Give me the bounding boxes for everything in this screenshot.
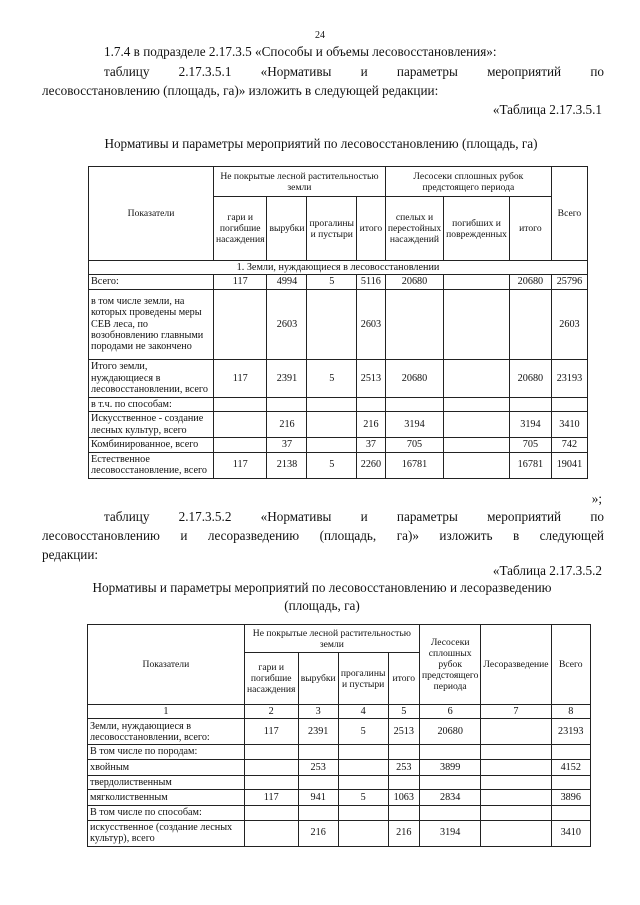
table-row — [88, 719, 591, 745]
table-row — [89, 438, 588, 452]
row-label: Комбинированное, всего — [89, 438, 214, 452]
row-label: твердолиственным — [88, 775, 245, 789]
cell: 3410 — [551, 820, 591, 846]
table-row — [89, 452, 588, 478]
cell: 4994 — [267, 275, 307, 289]
cell: 941 — [298, 790, 338, 806]
colnum: 6 — [419, 705, 480, 719]
cell — [444, 275, 510, 289]
cell: 117 — [214, 359, 267, 397]
cell: 20680 — [509, 359, 551, 397]
cell — [481, 806, 551, 820]
colnum: 1 — [88, 705, 245, 719]
row-label: в том числе земли, на которых проведены меры СЕВ леса, по возобновлению главными породами не закончено — [89, 289, 214, 359]
intro2-line-1: таблицу 2.17.3.5.2 «Нормативы и параметры мероприятий по — [104, 509, 604, 524]
row-label: мягколиственным — [88, 790, 245, 806]
cell: 253 — [298, 759, 338, 775]
table-row — [88, 745, 591, 759]
cell: 20680 — [385, 275, 443, 289]
intro-line-1: 1.7.4 в подразделе 2.17.3.5 «Способы и объемы лесовосстановления»: — [104, 44, 497, 59]
colnum: 4 — [338, 705, 388, 719]
table-row — [89, 289, 588, 359]
cell: 216 — [388, 820, 419, 846]
t1-h-indicators: Показатели — [89, 167, 214, 261]
intro-line-3: лесовосстановлению (площадь, га)» изложить в следующей редакции: — [42, 83, 439, 98]
table1-title: Нормативы и параметры мероприятий по лесовосстановлению (площадь, га) — [104, 136, 538, 151]
table-row — [88, 790, 591, 806]
cell: 216 — [357, 412, 386, 438]
colnum: 7 — [481, 705, 551, 719]
cell: 705 — [385, 438, 443, 452]
t1-h-cut: вырубки — [267, 197, 307, 261]
cell: 37 — [357, 438, 386, 452]
t2-h-cut: вырубки — [298, 653, 338, 705]
cell — [419, 775, 480, 789]
cell — [244, 806, 298, 820]
cell: 2391 — [267, 359, 307, 397]
cell — [298, 775, 338, 789]
cell — [481, 745, 551, 759]
table1-ref: «Таблица 2.17.3.5.1 — [492, 102, 602, 117]
cell — [444, 289, 510, 359]
cell: 3899 — [419, 759, 480, 775]
cell — [385, 397, 443, 411]
cell — [214, 438, 267, 452]
colnum: 2 — [244, 705, 298, 719]
table-row — [89, 275, 588, 289]
cell: 3410 — [551, 412, 587, 438]
table-row — [89, 359, 588, 397]
cell — [551, 775, 591, 789]
cell — [307, 397, 357, 411]
cell: 742 — [551, 438, 587, 452]
t1-h-glades: прогалины и пустыри — [307, 197, 357, 261]
cell: 5 — [338, 719, 388, 745]
t1-h-burnt: гари и погибшие насаждения — [214, 197, 267, 261]
cell — [444, 397, 510, 411]
table2 — [87, 624, 591, 847]
cell: 5 — [307, 452, 357, 478]
cell: 3194 — [509, 412, 551, 438]
row-label: В том числе по породам: — [88, 745, 245, 759]
row-label: хвойным — [88, 759, 245, 775]
cell — [214, 397, 267, 411]
colnum: 5 — [388, 705, 419, 719]
cell: 2603 — [551, 289, 587, 359]
intro2-line-3: редакции: — [42, 547, 99, 562]
row-label: Земли, нуждающиеся в лесовосстановлении, всего: — [88, 719, 245, 745]
t1-h-total1: итого — [357, 197, 386, 261]
cell — [307, 412, 357, 438]
table2-title-line-2: (площадь, га) — [284, 598, 360, 613]
table1 — [88, 166, 588, 479]
cell — [244, 775, 298, 789]
cell: 4152 — [551, 759, 591, 775]
cell — [298, 806, 338, 820]
cell — [481, 759, 551, 775]
table-row — [88, 775, 591, 789]
cell — [481, 790, 551, 806]
table-row — [88, 806, 591, 820]
colnum: 3 — [298, 705, 338, 719]
cell — [357, 397, 386, 411]
cell — [298, 745, 338, 759]
cell — [307, 438, 357, 452]
t2-h-clearcut: Лесосеки сплошных рубок предстоящего периода — [419, 625, 480, 705]
cell: 2513 — [357, 359, 386, 397]
table-row — [88, 820, 591, 846]
cell — [214, 289, 267, 359]
t1-h-overmature: спелых и перестойных насаждений — [385, 197, 443, 261]
cell — [444, 452, 510, 478]
cell — [509, 397, 551, 411]
cell: 20680 — [419, 719, 480, 745]
row-label: в т.ч. по способам: — [89, 397, 214, 411]
table-row — [89, 412, 588, 438]
t2-h-group1: Не покрытые лесной растительностью земли — [244, 625, 419, 653]
t1-h-total2: итого — [509, 197, 551, 261]
cell: 25796 — [551, 275, 587, 289]
cell — [481, 719, 551, 745]
cell — [244, 745, 298, 759]
column-number-row — [88, 705, 591, 719]
cell — [244, 759, 298, 775]
page-number: 24 — [315, 30, 325, 41]
cell: 253 — [388, 759, 419, 775]
cell: 3194 — [385, 412, 443, 438]
cell: 3896 — [551, 790, 591, 806]
table-row — [88, 759, 591, 775]
t1-h-group2: Лесосеки сплошных рубок предстоящего периода — [385, 167, 551, 197]
cell — [481, 820, 551, 846]
row-label: Итого земли, нуждающиеся в лесовосстановлении, всего — [89, 359, 214, 397]
table-row — [89, 397, 588, 411]
cell: 16781 — [385, 452, 443, 478]
cell — [244, 820, 298, 846]
cell: 216 — [267, 412, 307, 438]
cell — [481, 775, 551, 789]
cell — [444, 438, 510, 452]
cell: 19041 — [551, 452, 587, 478]
cell — [444, 359, 510, 397]
cell: 2603 — [357, 289, 386, 359]
t1-section: 1. Земли, нуждающиеся в лесовосстановлении — [89, 261, 588, 275]
cell: 117 — [244, 790, 298, 806]
cell — [385, 289, 443, 359]
row-label: Искусственное - создание лесных культур, всего — [89, 412, 214, 438]
intro-line-2: таблицу 2.17.3.5.1 «Нормативы и параметры мероприятий по — [104, 64, 604, 79]
cell — [509, 289, 551, 359]
t2-h-indicators: Показатели — [88, 625, 245, 705]
cell — [338, 745, 388, 759]
cell: 5 — [338, 790, 388, 806]
cell: 16781 — [509, 452, 551, 478]
cell: 5 — [307, 275, 357, 289]
cell — [338, 820, 388, 846]
cell — [307, 289, 357, 359]
cell: 23193 — [551, 359, 587, 397]
table1-closing: »; — [591, 491, 602, 506]
cell — [444, 412, 510, 438]
cell: 2138 — [267, 452, 307, 478]
table2-ref: «Таблица 2.17.3.5.2 — [492, 563, 602, 578]
cell: 5116 — [357, 275, 386, 289]
cell — [551, 745, 591, 759]
t1-h-damaged: погибших и поврежденных — [444, 197, 510, 261]
row-label: Всего: — [89, 275, 214, 289]
cell: 2391 — [298, 719, 338, 745]
t2-h-glades: прогалины и пустыри — [338, 653, 388, 705]
cell: 117 — [244, 719, 298, 745]
row-label: искусственное (создание лесных культур), всего — [88, 820, 245, 846]
cell: 3194 — [419, 820, 480, 846]
cell — [214, 412, 267, 438]
cell: 20680 — [385, 359, 443, 397]
cell — [338, 775, 388, 789]
cell — [551, 397, 587, 411]
t1-h-group1: Не покрытые лесной растительностью земли — [214, 167, 386, 197]
table2-title-line-1: Нормативы и параметры мероприятий по лесовосстановлению и лесоразведению — [92, 580, 552, 595]
intro2-line-2: лесовосстановлению и лесоразведению (площадь, га)» изложить в следующей — [42, 528, 604, 543]
cell: 2260 — [357, 452, 386, 478]
t1-h-all: Всего — [551, 167, 587, 261]
t2-h-afforest: Лесоразведение — [481, 625, 551, 705]
t2-h-all: Всего — [551, 625, 591, 705]
cell: 216 — [298, 820, 338, 846]
cell — [388, 806, 419, 820]
cell — [419, 806, 480, 820]
cell — [388, 745, 419, 759]
cell — [338, 806, 388, 820]
cell: 705 — [509, 438, 551, 452]
cell: 37 — [267, 438, 307, 452]
cell: 2603 — [267, 289, 307, 359]
cell — [551, 806, 591, 820]
cell: 2513 — [388, 719, 419, 745]
cell — [267, 397, 307, 411]
cell — [419, 745, 480, 759]
cell — [338, 759, 388, 775]
t2-h-burnt: гари и погибшие насаждения — [244, 653, 298, 705]
colnum: 8 — [551, 705, 591, 719]
row-label: Естественное лесовосстановление, всего — [89, 452, 214, 478]
cell — [388, 775, 419, 789]
t2-h-total: итого — [388, 653, 419, 705]
cell: 23193 — [551, 719, 591, 745]
cell: 117 — [214, 452, 267, 478]
row-label: В том числе по способам: — [88, 806, 245, 820]
cell: 20680 — [509, 275, 551, 289]
cell: 117 — [214, 275, 267, 289]
cell: 1063 — [388, 790, 419, 806]
cell: 5 — [307, 359, 357, 397]
cell: 2834 — [419, 790, 480, 806]
